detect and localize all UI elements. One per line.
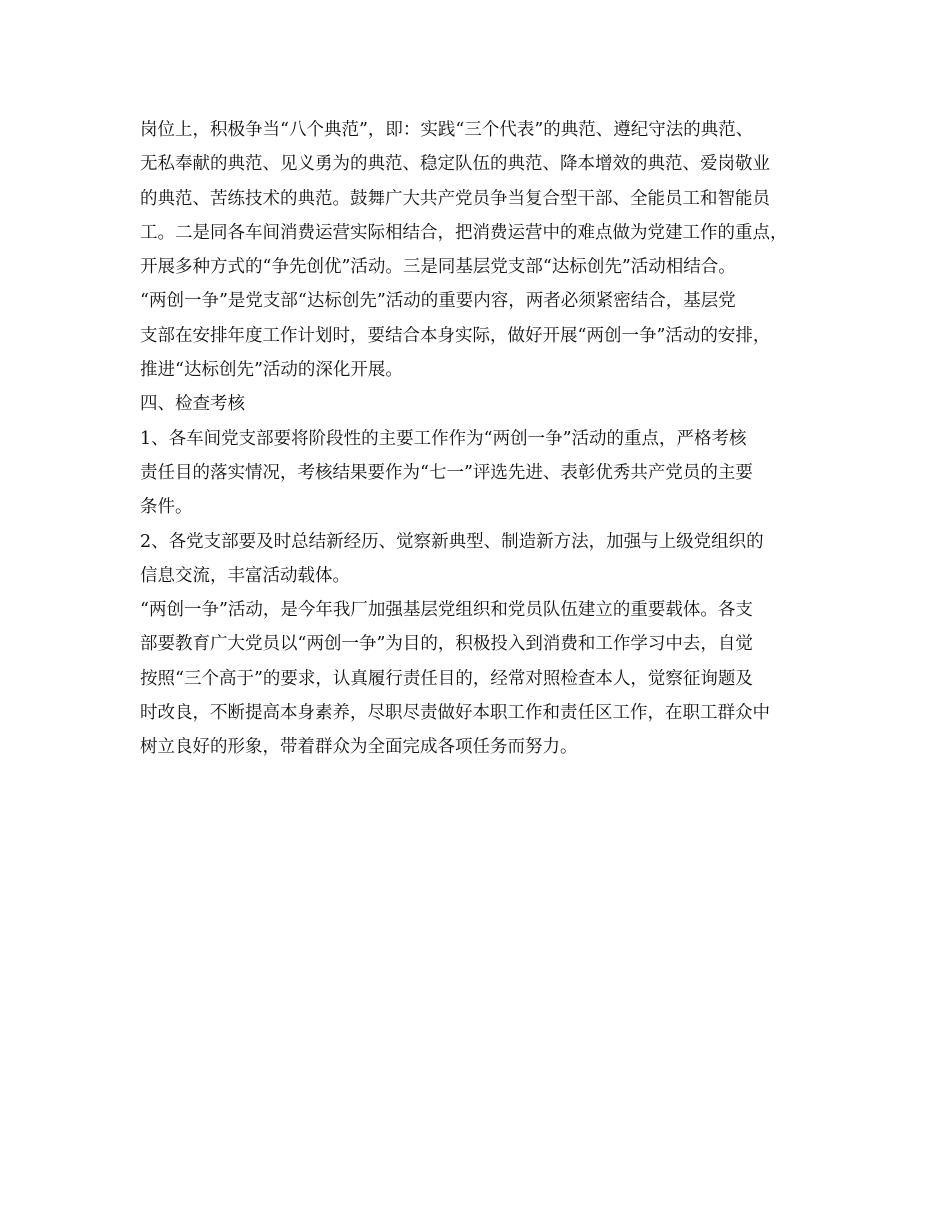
text-line: 2、各党支部要及时总结新经历、觉察新典型、制造新方法，加强与上级党组织的 xyxy=(140,531,764,552)
text-line: 工。二是同各车间消费运营实际相结合，把消费运营中的难点做为党建工作的重点， xyxy=(140,222,788,243)
text-line: “两创一争”活动，是今年我厂加强基层党组织和党员队伍建立的重要载体。各支 xyxy=(140,600,753,621)
document-body xyxy=(140,113,830,765)
text-line: 责任目的落实情况，考核结果要作为“七一”评选先进、表彰优秀共产党员的主要 xyxy=(140,462,753,483)
text-line: 无私奉献的典范、见义勇为的典范、稳定队伍的典范、降本增效的典范、爱岗敬业 xyxy=(140,154,770,175)
text-line: 岗位上，积极争当“八个典范”，即：实践“三个代表”的典范、遵纪守法的典范、 xyxy=(140,120,754,140)
text-line: 开展多种方式的“争先创优”活动。三是同基层党支部“达标创先”活动相结合。 xyxy=(140,257,736,278)
text-line: 部要教育广大党员以“两创一争”为目的，积极投入到消费和工作学习中去，自觉 xyxy=(140,634,753,655)
text-line: 按照“三个高于”的要求，认真履行责任目的，经常对照检查本人，觉察征询题及 xyxy=(140,668,753,689)
text-line: 支部在安排年度工作计划时，要结合本身实际，做好开展“两创一争”活动的安排， xyxy=(140,325,771,346)
text-line: 推进“达标创先”活动的深化开展。 xyxy=(140,360,403,381)
text-line: “两创一争”是党支部“达标创先”活动的重要内容，两者必须紧密结合，基层党 xyxy=(140,291,736,312)
text-line: 信息交流，丰富活动载体。 xyxy=(140,565,350,586)
text-line: 1、各车间党支部要将阶段性的主要工作作为“两创一争”活动的重点，严格考核 xyxy=(140,428,747,449)
text-line: 的典范、苦练技术的典范。鼓舞广大共产党员争当复合型干部、全能员工和智能员 xyxy=(140,188,770,209)
section-heading: 四、检查考核 xyxy=(140,394,245,415)
text-line: 树立良好的形象，带着群众为全面完成各项任务而努力。 xyxy=(140,737,578,758)
text-line: 时改良，不断提高本身素养，尽职尽责做好本职工作和责任区工作，在职工群众中 xyxy=(140,703,770,724)
text-line: 条件。 xyxy=(140,497,193,518)
